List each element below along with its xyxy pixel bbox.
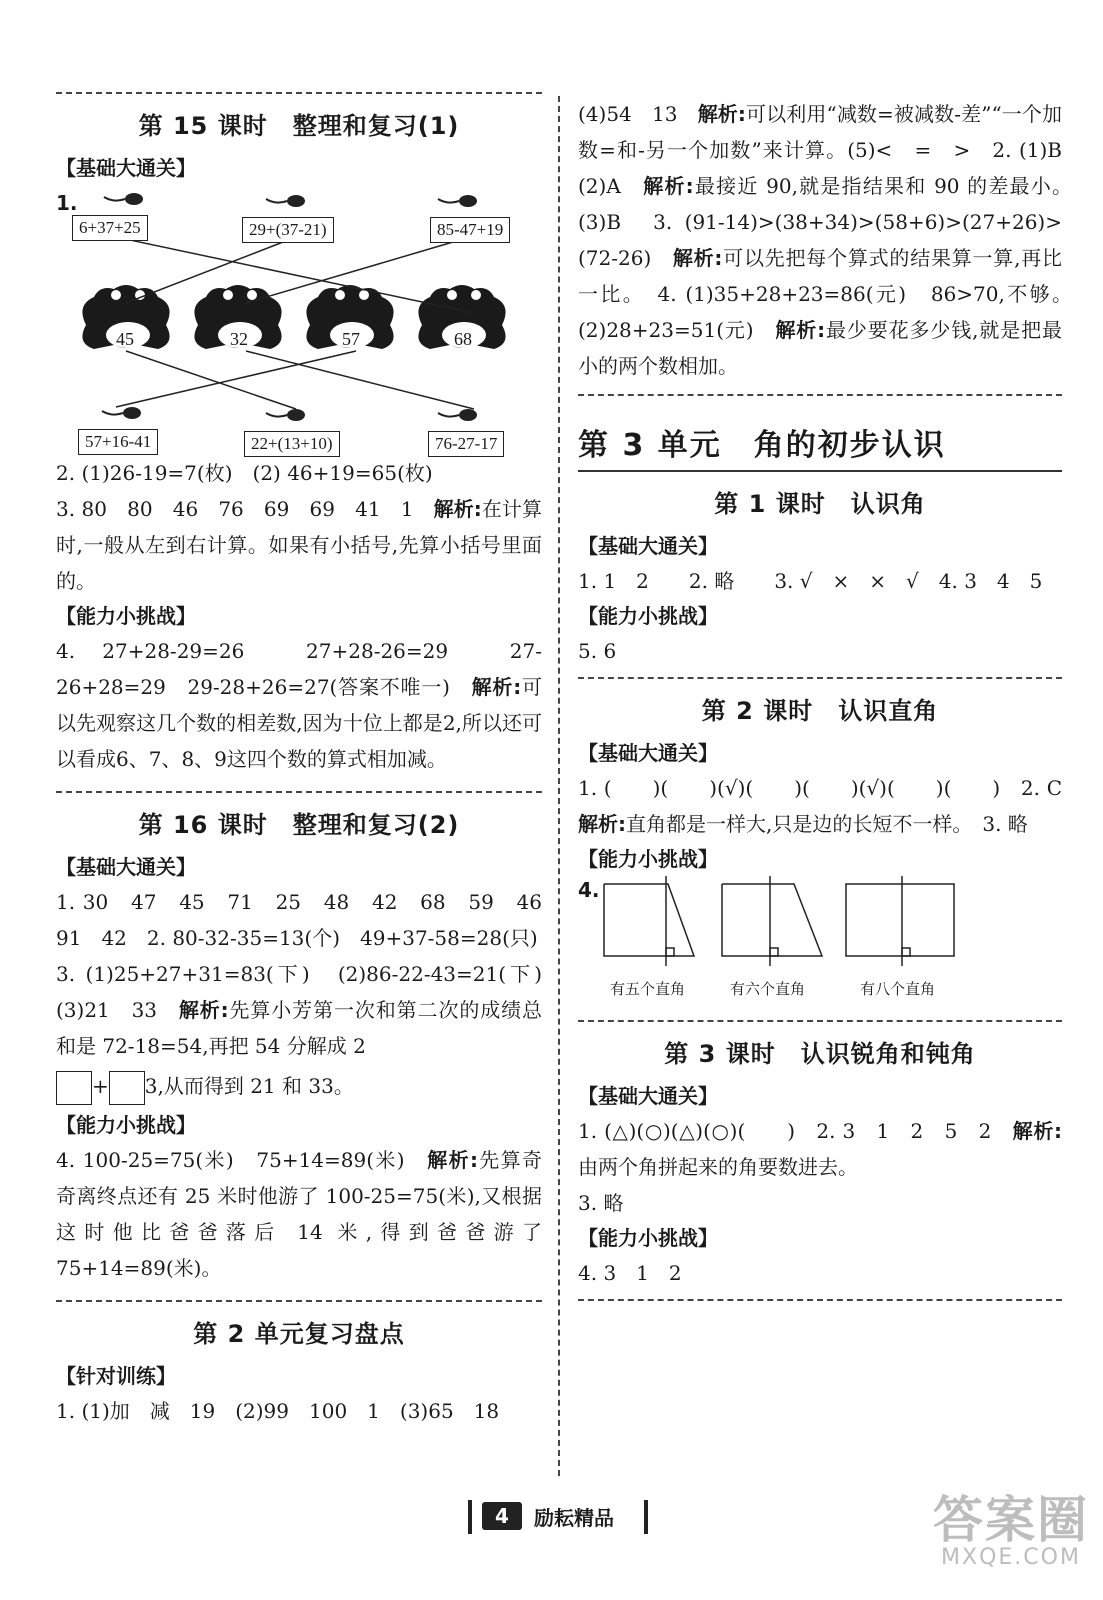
- frog-matching-figure: [56, 185, 542, 455]
- answer-4: 4. 27+28-29=26 27+28-26=29 27-26+28=29 29-28+26=27(答案不唯一) 解析:可以先观察这几个数的相差数,因为十位上都是2,所以还可以看成6、7、8、9这四个数的算式相加减。: [56, 639, 543, 771]
- lesson-15-title: 第 15 课时 整理和复习(1): [138, 112, 460, 140]
- divider: [56, 1300, 542, 1302]
- frog-number: 57: [342, 329, 360, 349]
- footer-bar: [644, 1500, 648, 1534]
- section-basic: 【基础大通关】: [578, 534, 718, 558]
- lesson-1-title: 第 1 课时 认识角: [714, 490, 926, 518]
- tadpole-expression: 85-47+19: [430, 217, 510, 243]
- section-challenge: 【能力小挑战】: [578, 604, 718, 628]
- answer-3: 3. (1)25+27+31=83(下) (2)86-22-43=21(下) (3)21 33 解析:先算小芳第一次和第二次的成绩总和是 72-18=54,再把 54 分解成 2: [56, 962, 562, 1058]
- section-basic: 【基础大通关】: [578, 741, 718, 765]
- brand-name: 励耘精品: [534, 1506, 614, 1530]
- review-title: 第 2 单元复习盘点: [193, 1320, 405, 1348]
- section-basic: 【基础大通关】: [56, 156, 196, 180]
- frog-number: 45: [116, 329, 134, 349]
- shape-caption: 有五个直角: [610, 980, 686, 998]
- answer-1-3: 1. ( )( )(√)( )( )(√)( )( ) 2. C 解析:直角都是一样大,只是边的长短不一样。 3. 略: [578, 776, 1082, 836]
- section-challenge: 【能力小挑战】: [56, 604, 196, 628]
- watermark-url: MXQE.COM: [941, 1545, 1081, 1570]
- answer-2: 2. (1)26-19=7(枚) (2) 46+19=65(枚): [56, 461, 433, 485]
- answer-3-boxes: + 3,从而得到 21 和 33。: [56, 1064, 542, 1108]
- right-angle-figures: [578, 876, 1062, 1006]
- unit-rule: [578, 470, 1062, 472]
- right-column: [578, 96, 1083, 1301]
- watermark: [933, 1491, 1089, 1570]
- frog-number: 32: [230, 329, 248, 349]
- footer-bar: [468, 1500, 472, 1534]
- answer-1-2: 1. (△)(○)(△)(○)( ) 2. 3 1 2 5 2 解析:由两个角拼起来的角要数进去。: [578, 1119, 1062, 1179]
- shape-diagrams: [578, 876, 1062, 976]
- column-separator: [558, 96, 560, 1476]
- tadpole-expression: 29+(37-21): [242, 217, 334, 243]
- tadpole-expression: 76-27-17: [428, 431, 504, 457]
- review-answer-1: 1. (1)加 减 19 (2)99 100 1 (3)65 18: [56, 1399, 500, 1423]
- page-number: 4: [482, 1502, 522, 1530]
- answer-3: 3. 80 80 46 76 69 69 41 1 解析:在计算时,一般从左到右计算。如果有小括号,先算小括号里面的。: [56, 497, 543, 593]
- answer-1-2: 1. 30 47 45 71 25 48 42 68 59 46 91 42 2. 80-32-35=13(个) 49+37-58=28(只): [56, 890, 562, 950]
- blank-box: [56, 1071, 92, 1105]
- frog-number: 68: [454, 329, 472, 349]
- section-challenge: 【能力小挑战】: [578, 1226, 718, 1250]
- lesson-16-title: 第 16 课时 整理和复习(2): [138, 811, 460, 839]
- tadpole-expression: 6+37+25: [72, 215, 148, 241]
- unit-title: 第 3 单元 角的初步认识: [578, 428, 946, 463]
- divider: [578, 677, 1062, 679]
- shape-caption: 有六个直角: [730, 980, 806, 998]
- left-column: [56, 92, 562, 1429]
- section-training: 【针对训练】: [56, 1364, 176, 1388]
- section-challenge: 【能力小挑战】: [578, 847, 718, 871]
- lesson-3-title: 第 3 课时 认识锐角和钝角: [664, 1040, 976, 1068]
- divider: [578, 394, 1062, 396]
- divider: [578, 1020, 1062, 1022]
- section-basic: 【基础大通关】: [56, 855, 196, 879]
- shape-caption: 有八个直角: [860, 980, 936, 998]
- answer-4: 4. 3 1 2: [578, 1261, 682, 1285]
- continued-answers: (4)54 13 解析:可以利用“减数=被减数-差”“一个加数=和-另一个加数”来计算。(5)< = > 2. (1)B (2)A 解析:最接近 90,就是指结果和 90 的差最小。 (3)B 3. (91-14)>(38+34)>(58+6)>(27+26)>(72-26) 解析:可以先把每个算式的结果算一算,再比一比。 4. (1)35+28+23=86(元) 86>70,不够。 (2)28+23=51(元) 解析:最少要花多少钱,就是把最小的两个数相加。: [578, 102, 1083, 378]
- watermark-logo: 答案圈: [933, 1491, 1089, 1549]
- divider: [578, 1299, 1062, 1301]
- question-number: 1.: [56, 191, 78, 215]
- answer-1-4: 1. 1 2 2. 略 3. √ × × √ 4. 3 4 5: [578, 569, 1043, 593]
- divider: [56, 791, 542, 793]
- section-basic: 【基础大通关】: [578, 1084, 718, 1108]
- tadpole-expression: 57+16-41: [78, 429, 158, 455]
- page-footer: [468, 1500, 648, 1536]
- divider: [56, 92, 542, 94]
- lesson-2-title: 第 2 课时 认识直角: [701, 697, 939, 725]
- answer-4: 4. 100-25=75(米) 75+14=89(米) 解析:先算奇奇离终点还有 25 米时他游了 100-25=75(米),又根据这时他比爸爸落后 14 米,得到爸爸游了 75+14=89(米)。: [56, 1148, 543, 1280]
- answer-5: 5. 6: [578, 639, 617, 663]
- blank-box: [109, 1071, 145, 1105]
- tadpole-expression: 22+(13+10): [244, 431, 340, 457]
- section-challenge: 【能力小挑战】: [56, 1113, 196, 1137]
- answer-3: 3. 略: [578, 1191, 624, 1215]
- question-number: 4.: [578, 878, 600, 902]
